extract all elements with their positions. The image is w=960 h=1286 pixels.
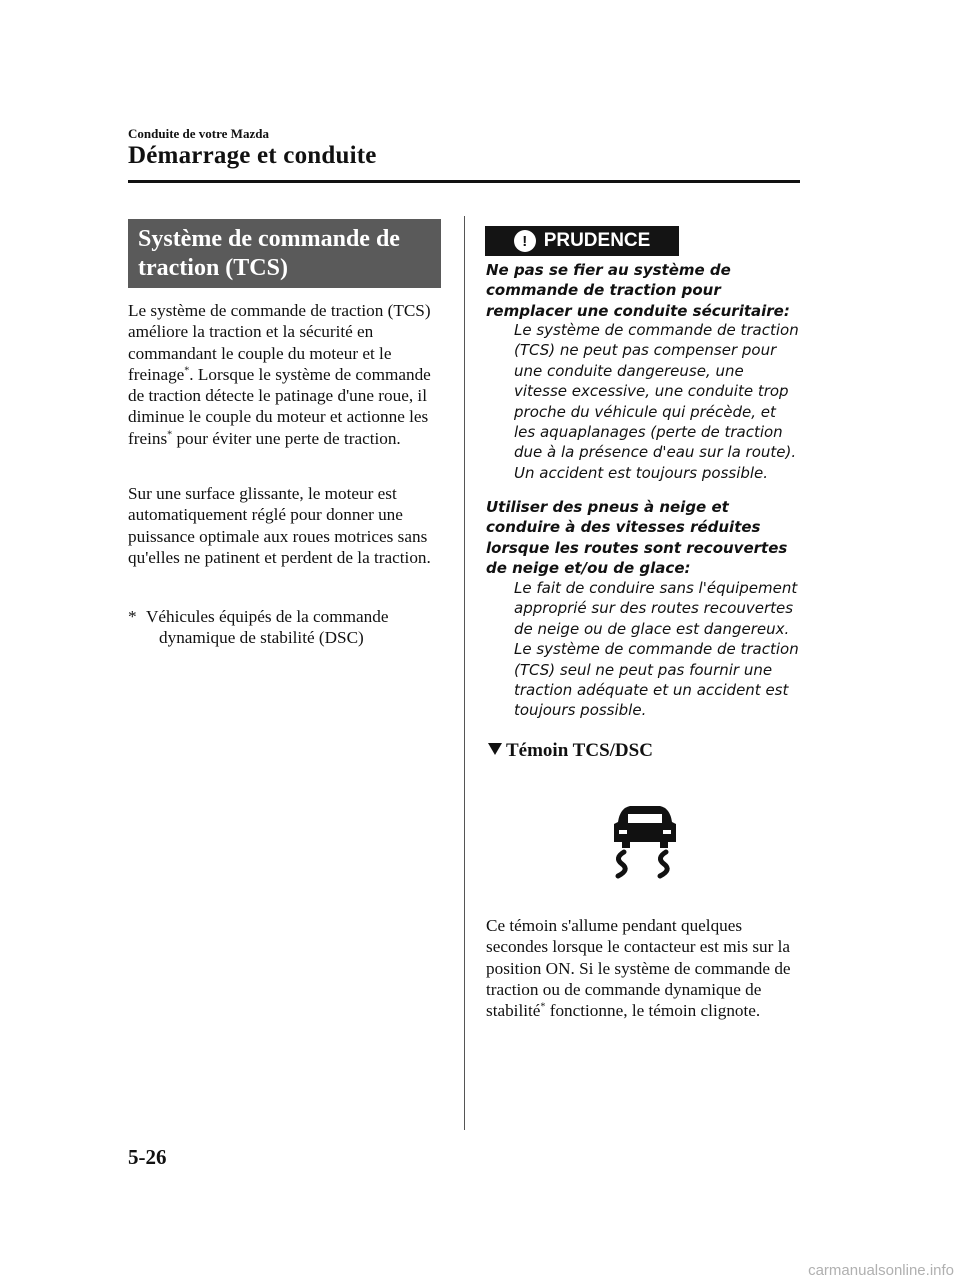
intro-text-1: Le système de commande de traction (TCS) améliore la traction et la sécurité en commandant le couple du moteur et le freinage — [128, 301, 431, 384]
caution-label: PRUDENCE — [543, 230, 651, 251]
column-divider — [464, 216, 465, 1130]
header-rule — [128, 180, 800, 183]
footnote-ref: * — [167, 429, 173, 441]
chapter-title: Démarrage et conduite — [128, 142, 377, 169]
page-number: 5-26 — [128, 1145, 167, 1169]
intro-text-2: . Lorsque le système de commande de traction détecte le patinage d'une roue, il diminue le couple du moteur et actionne les freins — [128, 364, 431, 448]
section-heading-line-1: Système de commande de — [138, 226, 400, 252]
indicator-text-2: fonctionne, le témoin clignote. — [545, 1001, 761, 1021]
footnote-marker: * — [128, 607, 137, 626]
tcs-dsc-skid-car-icon — [610, 800, 680, 880]
caution-2-lead: Utiliser des pneus à neige et conduire à des vitesses réduites lorsque les routes sont recouvertes de neige et/ou de glace: — [486, 498, 788, 578]
section-label: Conduite de votre Mazda — [128, 126, 269, 141]
intro-paragraph — [128, 300, 448, 449]
indicator-heading-text: Témoin TCS/DSC — [506, 740, 653, 761]
section-heading — [128, 219, 441, 288]
intro-text-3: pour éviter une perte de traction. — [172, 428, 401, 448]
caution-badge — [485, 226, 679, 256]
footnote — [128, 606, 448, 649]
watermark: carmanualsonline.info — [808, 1262, 954, 1279]
footnote-line-1: Véhicules équipés de la commande — [146, 607, 389, 626]
caution-1-body: Le système de commande de traction (TCS) ne peut pas compenser pour une conduite dangereuse, une vitesse excessive, une conduite trop proche du véhicule qui précède, et les aquaplanages (perte de traction due à la présence d'eau sur la route). Un accident est toujours possible. — [514, 321, 799, 482]
footnote-ref: * — [184, 365, 190, 377]
caution-1-lead: Ne pas se fier au système de commande de traction pour remplacer une conduite sécuritaire: — [486, 261, 790, 320]
caution-2-body: Le fait de conduire sans l'équipement approprié sur des routes recouvertes de neige ou de glace est dangereux. Le système de commande de traction (TCS) seul ne peut pas fournir une traction adéquate et un accident est toujours possible. — [514, 579, 799, 720]
section-heading-line-2: traction (TCS) — [138, 255, 288, 281]
indicator-paragraph — [486, 915, 806, 1021]
footnote-line-2: dynamique de stabilité (DSC) — [159, 628, 364, 648]
triangle-bullet-icon — [488, 743, 502, 755]
footnote-ref: * — [540, 1001, 546, 1013]
indicator-text-1: Ce témoin s'allume pendant quelques secondes lorsque le contacteur est mis sur la position ON. Si le système de commande de traction ou de commande dynamique de stabilité — [486, 916, 791, 1021]
slippery-surface-paragraph: Sur une surface glissante, le moteur est automatiquement réglé pour donner une puissance optimale aux roues motrices sans qu'elles ne patinent et perdent de la traction. — [128, 484, 431, 567]
indicator-heading — [488, 740, 653, 762]
exclamation-circle-icon: ! — [514, 230, 536, 252]
